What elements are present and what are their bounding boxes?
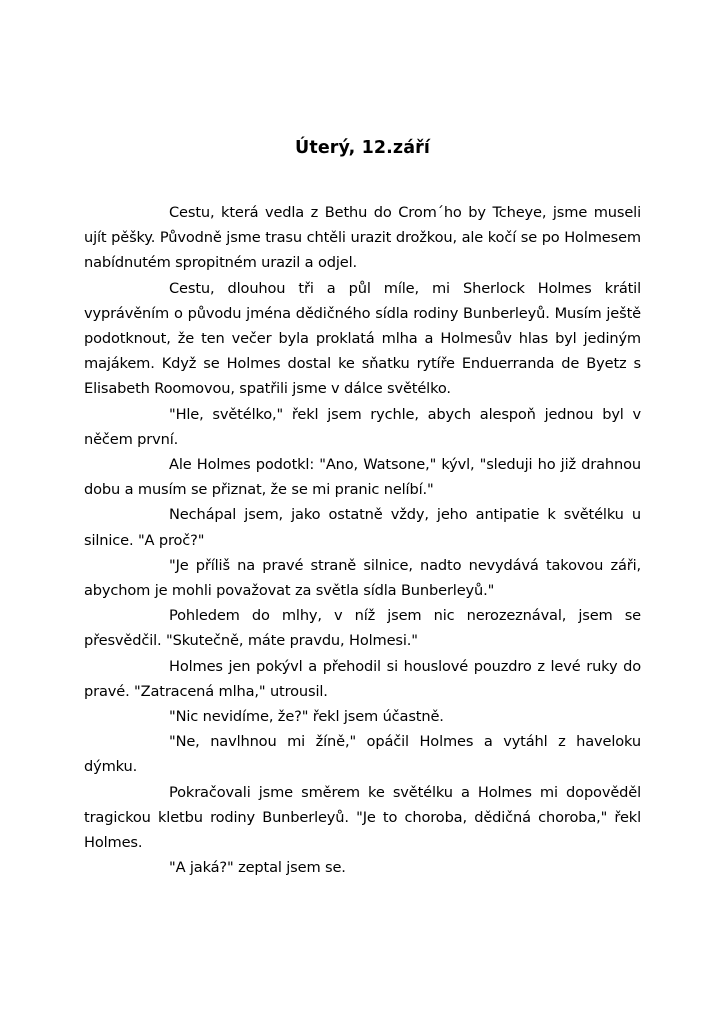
chapter-title: Úterý, 12.září [295, 138, 430, 158]
paragraph: Nechápal jsem, jako ostatně vždy, jeho antipatie k světélku u silnice. "A proč?" [84, 506, 641, 549]
paragraph: "Nic nevidíme, že?" řekl jsem účastně. [169, 708, 444, 726]
paragraph: "A jaká?" zeptal jsem se. [169, 859, 346, 877]
paragraph: Pohledem do mlhy, v níž jsem nic nerozeznával, jsem se přesvědčil. "Skutečně, máte pravdu, Holmesi." [84, 607, 641, 650]
paragraph: "Ne, navlhnou mi žíně," opáčil Holmes a vytáhl z haveloku dýmku. [84, 733, 641, 776]
paragraph: "Hle, světélko," řekl jsem rychle, abych alespoň jednou byl v něčem první. [84, 405, 641, 448]
paragraph: Pokračovali jsme směrem ke světélku a Holmes mi dopověděl tragickou kletbu rodiny Bunberleyů. "Je to choroba, dědičná choroba," řekl Holmes. [84, 783, 641, 852]
paragraph: Cestu, dlouhou tři a půl míle, mi Sherlock Holmes krátil vyprávěním o původu jména dědičného sídla rodiny Bunberleyů. Musím ještě podotknout, že ten večer byla proklatá mlha a Holmesův hlas byl jediným majákem. Když se Holmes dostal ke sňatku rytíře Enduerranda de Byetz s Elisabeth Roomovou, spatřili jsme v dálce světélko. [84, 279, 641, 398]
paragraph: Ale Holmes podotkl: "Ano, Watsone," kývl, "sleduji ho již drahnou dobu a musím se přiznat, že se mi pranic nelíbí." [84, 456, 641, 499]
paragraph: Cestu, která vedla z Bethu do Crom´ho by Tcheye, jsme museli ujít pěšky. Původně jsme trasu chtěli urazit drožkou, ale kočí se po Holmesem nabídnutém spropitném urazil a odjel. [84, 204, 641, 272]
paragraph: Holmes jen pokývl a přehodil si houslové pouzdro z levé ruky do pravé. "Zatracená mlha," utrousil. [84, 657, 641, 700]
document-page [84, 136, 641, 880]
paragraph: "Je příliš na pravé straně silnice, nadto nevydává takovou záři, abychom je mohli považovat za světla sídla Bunberleyů." [84, 556, 641, 600]
